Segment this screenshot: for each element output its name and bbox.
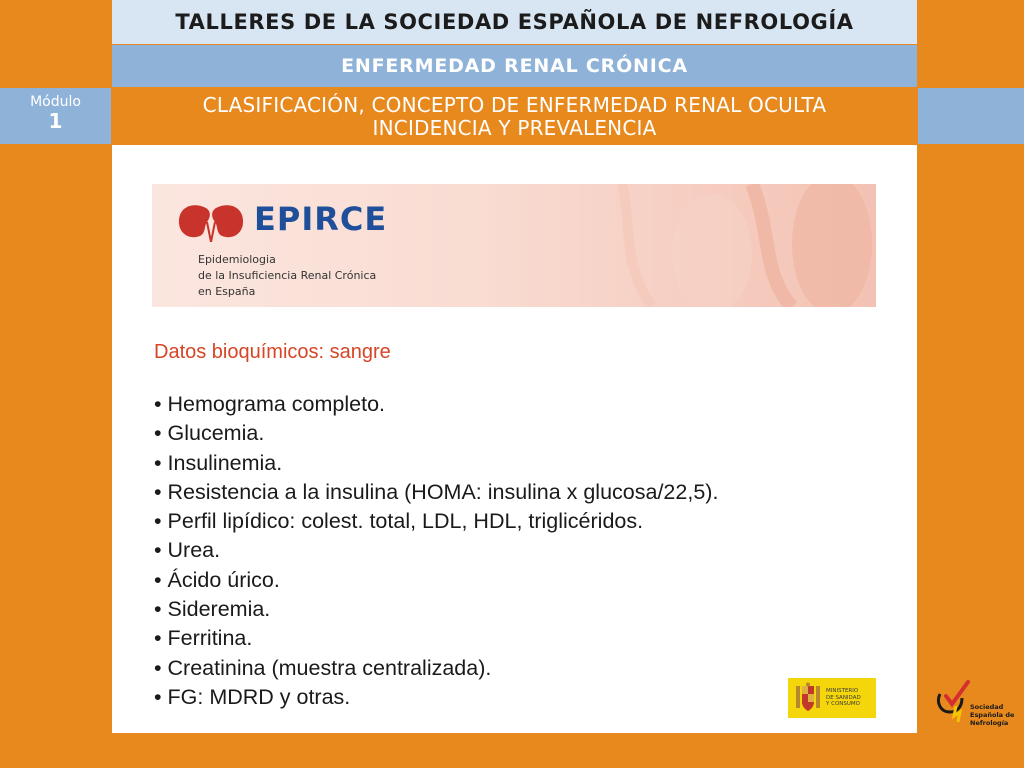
module-title-line1: CLASIFICACIÓN, CONCEPTO DE ENFERMEDAD RENAL OCULTA	[202, 93, 827, 117]
epirce-brand: EPIRCE	[254, 200, 388, 238]
list-item: • FG: MDRD y otras.	[154, 683, 718, 712]
module-title-line2: INCIDENCIA Y PREVALENCIA	[372, 116, 657, 140]
sen-logo	[934, 678, 1014, 738]
ministerio-line: MINISTERIO	[826, 688, 859, 695]
ministerio-logo	[788, 678, 876, 718]
sen-logo-line: Sociedad	[970, 703, 1004, 711]
list-item: • Ferritina.	[154, 624, 718, 653]
sen-logo-line: Nefrología	[970, 719, 1009, 727]
banner-subtitle	[198, 252, 376, 300]
biochemistry-list	[154, 390, 718, 712]
module-number: 1	[48, 109, 63, 133]
section-title: Datos bioquímicos: sangre	[154, 341, 391, 363]
module-label: Módulo	[30, 94, 81, 110]
list-item: • Resistencia a la insulina (HOMA: insulina x glucosa/22,5).	[154, 478, 718, 507]
banner-sub-line: Epidemiologia	[198, 253, 276, 266]
ministerio-line: DE SANIDAD	[826, 694, 861, 701]
content-panel	[112, 145, 917, 733]
ministerio-text	[826, 688, 861, 708]
module-title-bar	[112, 88, 917, 144]
list-item: • Insulinemia.	[154, 449, 718, 478]
spain-coat-of-arms-icon	[794, 682, 822, 714]
list-item: • Perfil lipídico: colest. total, LDL, HDL, triglicéridos.	[154, 507, 718, 536]
topic-title: ENFERMEDAD RENAL CRÓNICA	[341, 55, 688, 77]
list-item: • Creatinina (muestra centralizada).	[154, 654, 718, 683]
sen-logo-icon	[934, 678, 974, 722]
list-item: • Glucemia.	[154, 419, 718, 448]
sen-logo-text	[970, 703, 1014, 727]
ministerio-line: Y CONSUMO	[826, 701, 860, 708]
list-item: • Urea.	[154, 536, 718, 565]
list-item: • Ácido úrico.	[154, 566, 718, 595]
list-item: • Hemograma completo.	[154, 390, 718, 419]
topic-bar	[112, 45, 917, 87]
kidney-icon	[176, 202, 246, 242]
module-badge	[0, 88, 111, 144]
banner-sub-line: en España	[198, 285, 256, 298]
workshop-title-bar	[112, 0, 917, 44]
epirce-banner	[152, 184, 876, 307]
banner-sub-line: de la Insuficiencia Renal Crónica	[198, 269, 377, 282]
list-item: • Sideremia.	[154, 595, 718, 624]
right-strip	[918, 88, 1024, 144]
sen-logo-line: Española de	[970, 711, 1015, 719]
workshop-title: TALLERES DE LA SOCIEDAD ESPAÑOLA DE NEFROLOGÍA	[175, 10, 854, 34]
